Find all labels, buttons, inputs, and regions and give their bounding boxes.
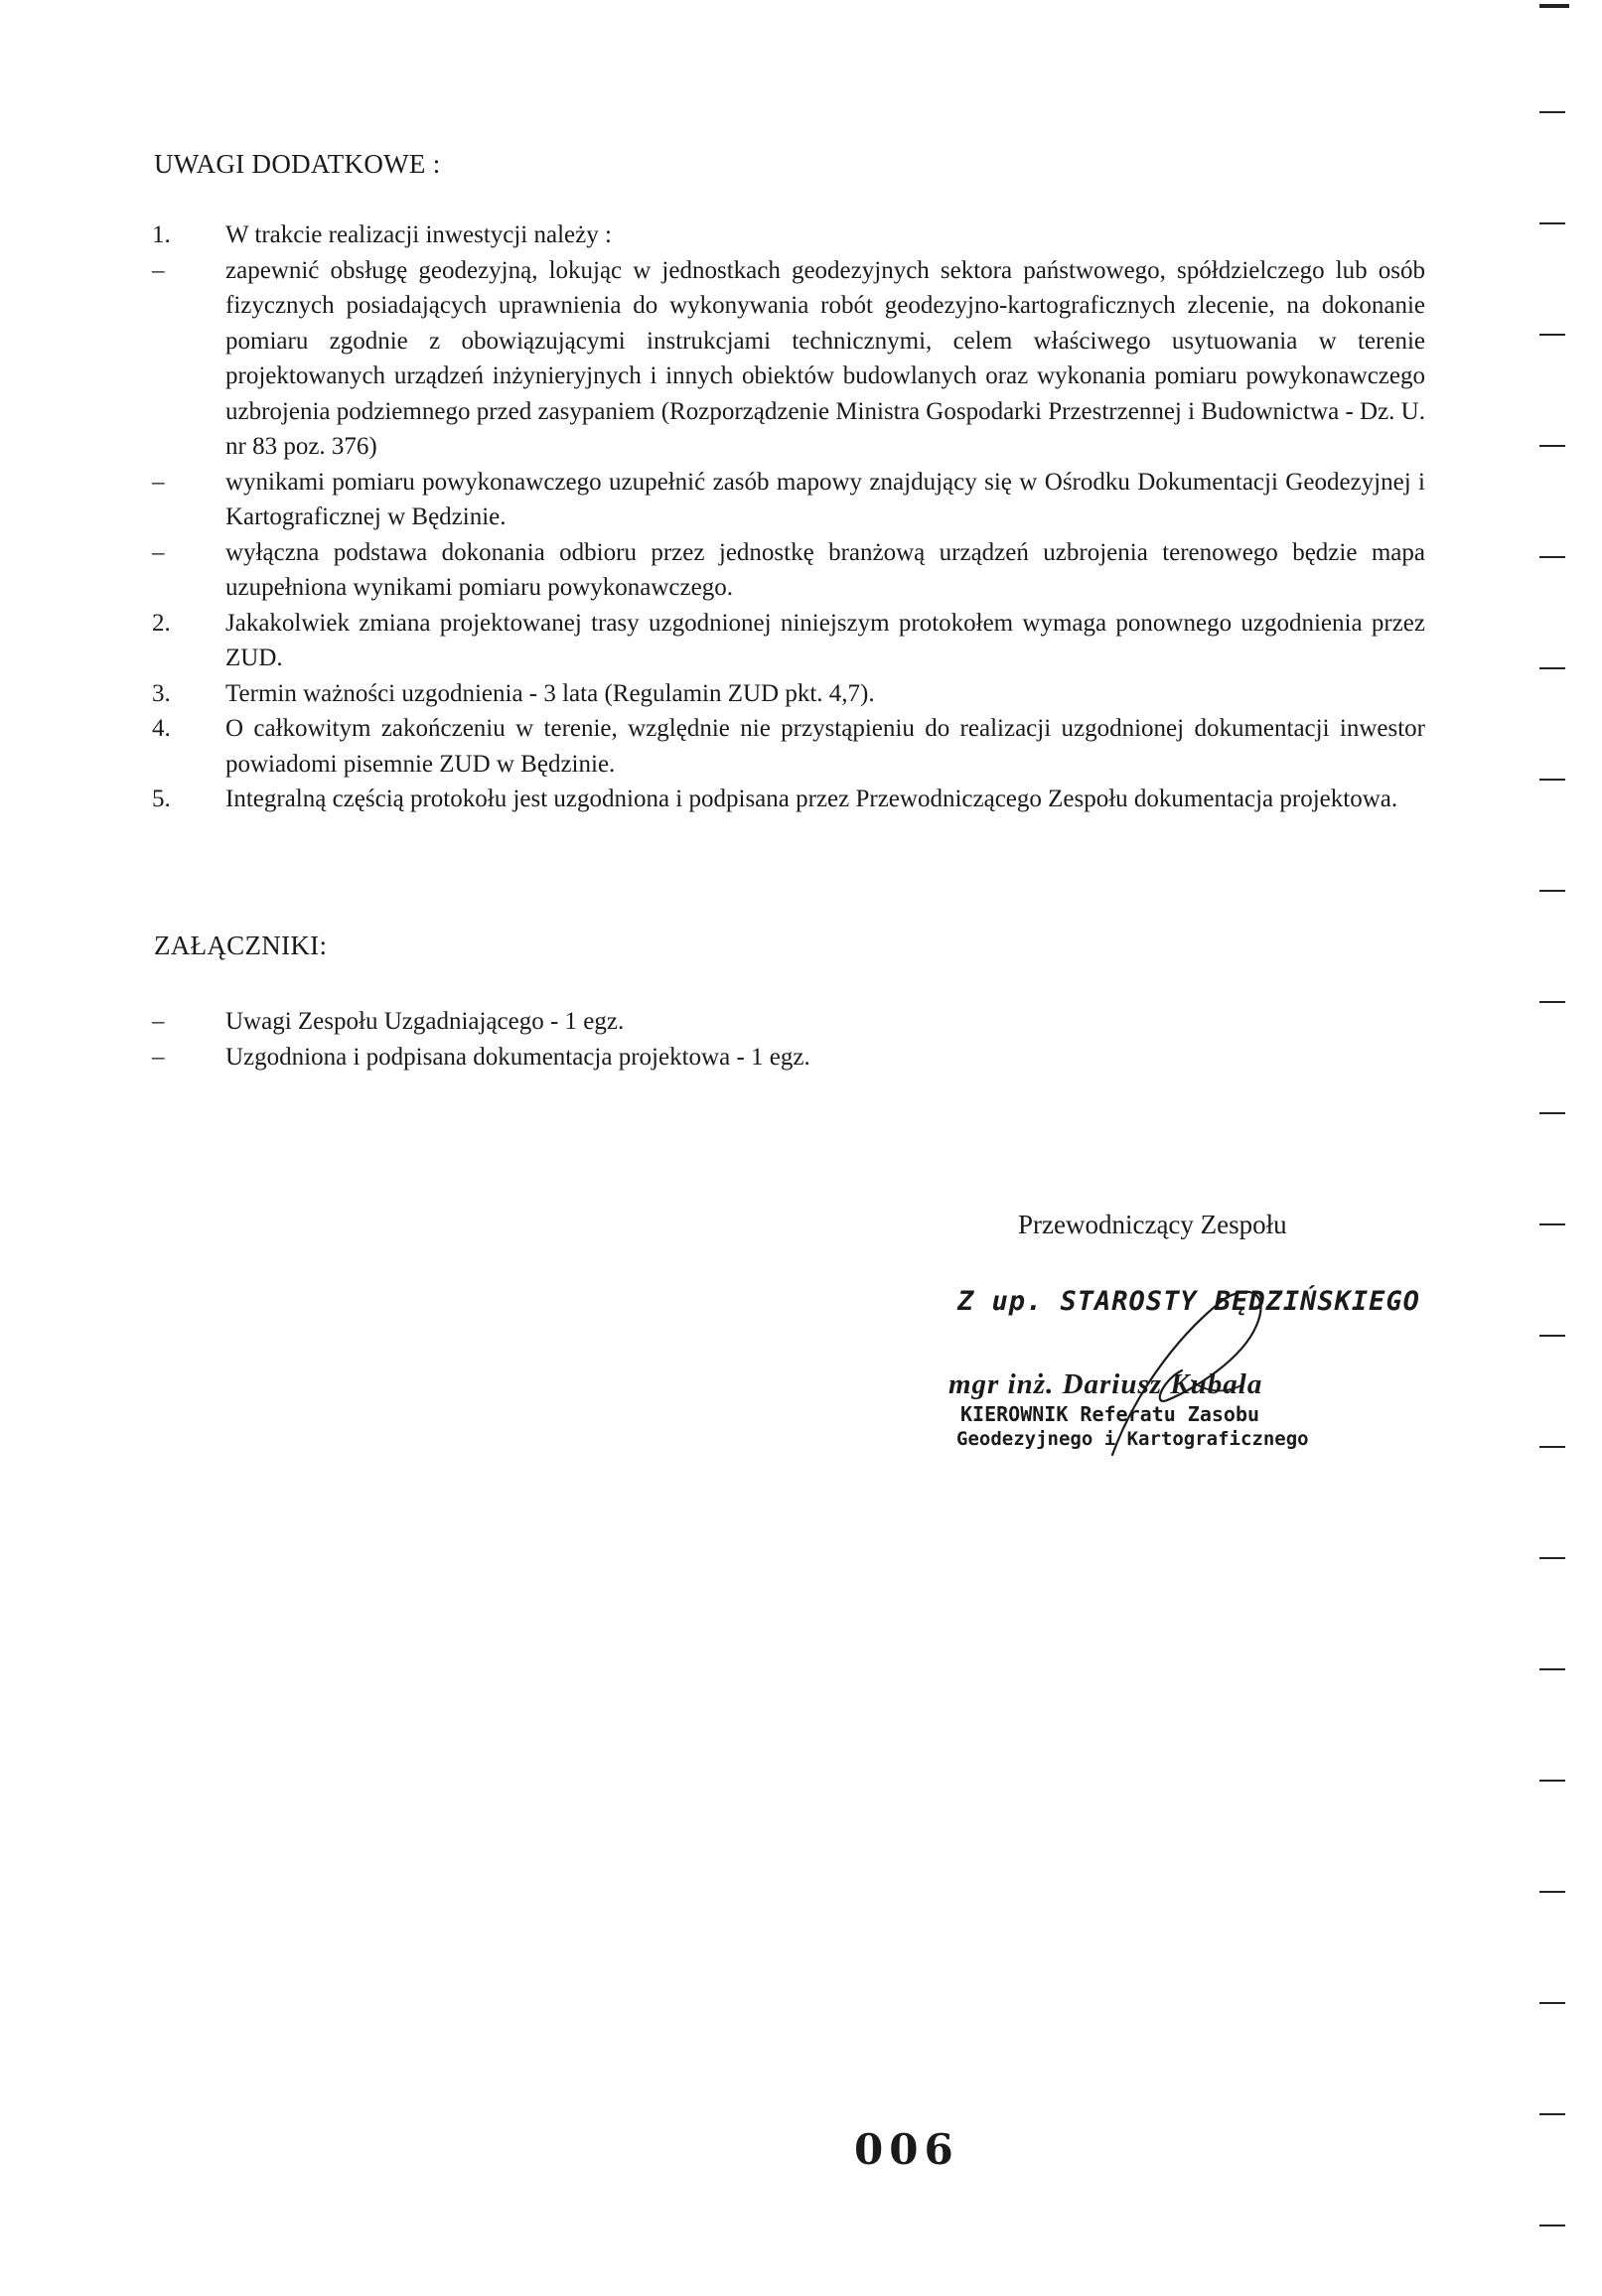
edge-mark	[1539, 4, 1569, 8]
list-item-text: W trakcie realizacji inwestycji należy :	[225, 221, 612, 248]
list-marker: 5.	[152, 786, 171, 812]
list-item	[149, 535, 1425, 606]
edge-mark	[1539, 779, 1565, 781]
list-item-text: O całkowitym zakończeniu w terenie, względnie nie przystąpieniu do realizacji uzgodnionej dokumentacji inwestor powiadomi pisemnie ZUD w Będzinie.	[225, 715, 1425, 778]
chair-title: Przewodniczący Zespołu	[1018, 1210, 1287, 1239]
heading-zalaczniki: ZAŁĄCZNIKI:	[154, 931, 328, 960]
list-marker: –	[152, 256, 165, 284]
zalaczniki-list	[149, 1004, 1425, 1075]
list-item	[149, 782, 1425, 817]
edge-mark	[1539, 2113, 1565, 2115]
list-item	[149, 711, 1425, 782]
edge-mark	[1539, 111, 1565, 113]
list-item-text: zapewnić obsługę geodezyjną, lokując w jednostkach geodezyjnych sektora państwowego, spółdzielczego lub osób fizycznych posiadających uprawnienia do wykonywania robót geodezyjno-kartograficznych zlecenie, na dokonanie pomiaru zgodnie z obowiązującymi instrukcjami technicznymi, celem właściwego usytuowania w terenie projektowanych urządzeń inżynieryjnych i innych obiektów budowlanych oraz wykonania pomiaru powykonawczego uzbrojenia podziemnego przed zasypaniem (Rozporządzenie Ministra Gospodarki Przestrzennej i Budownictwa - Dz. U. nr 83 poz. 376)	[225, 256, 1425, 460]
list-item-text: Jakakolwiek zmiana projektowanej trasy uzgodnionej niniejszym protokołem wymaga ponownego uzgodnienia przez ZUD.	[225, 609, 1425, 671]
list-item	[149, 606, 1425, 676]
list-item	[149, 465, 1425, 535]
edge-mark	[1539, 1891, 1565, 1893]
list-item-text: wynikami pomiaru powykonawczego uzupełnić zasób mapowy znajdujący się w Ośrodku Dokumentacji Geodezyjnej i Kartograficznej w Będzinie.	[225, 468, 1425, 530]
list-item-text: Termin ważności uzgodnienia - 3 lata (Regulamin ZUD pkt. 4,7).	[225, 679, 875, 707]
edge-mark	[1539, 222, 1565, 224]
edge-mark	[1539, 1446, 1565, 1448]
stamp-position: KIEROWNIK Referatu Zasobu	[960, 1402, 1260, 1426]
edge-mark	[1539, 667, 1565, 669]
list-item	[149, 676, 1425, 712]
list-item-text: Uzgodniona i podpisana dokumentacja projektowa - 1 egz.	[225, 1043, 810, 1071]
list-item	[149, 1004, 1425, 1040]
edge-mark	[1539, 1668, 1565, 1670]
edge-mark	[1539, 2002, 1565, 2004]
stamp-signatory-name: mgr inż. Dariusz Kubala	[948, 1368, 1263, 1400]
list-item-text: wyłączna podstawa dokonania odbioru przez jednostkę branżową urządzeń uzbrojenia terenowego będzie mapa uzupełniona wynikami pomiaru powykonawczego.	[225, 538, 1425, 601]
list-item-text: Integralną częścią protokołu jest uzgodniona i podpisana przez Przewodniczącego Zespołu dokumentacja projektowa.	[225, 786, 1398, 812]
list-marker: –	[152, 1043, 165, 1071]
list-marker: 1.	[152, 221, 171, 248]
list-marker: 4.	[152, 715, 171, 742]
list-marker: 3.	[152, 679, 171, 707]
list-marker: –	[152, 1008, 165, 1035]
edge-mark	[1539, 334, 1565, 336]
edge-mark	[1539, 1780, 1565, 1782]
uwagi-list	[149, 217, 1425, 817]
edge-mark	[1539, 556, 1565, 558]
list-item-text: Uwagi Zespołu Uzgadniającego - 1 egz.	[225, 1008, 625, 1035]
stamp-authority: Z up. STAROSTY BĘDZIŃSKIEGO	[957, 1286, 1420, 1317]
edge-mark	[1539, 445, 1565, 447]
scan-edge-marks	[1539, 0, 1579, 2296]
edge-mark	[1539, 2224, 1565, 2226]
stamp-department: Geodezyjnego i Kartograficznego	[956, 1428, 1309, 1450]
list-marker: –	[152, 538, 165, 566]
list-item	[149, 253, 1425, 465]
list-marker: 2.	[152, 609, 171, 637]
edge-mark	[1539, 1223, 1565, 1225]
edge-mark	[1539, 1335, 1565, 1337]
edge-mark	[1539, 1112, 1565, 1114]
handwritten-signature	[1073, 1281, 1301, 1460]
page-number: 006	[854, 2125, 959, 2174]
list-item	[149, 217, 1425, 253]
list-item	[149, 1040, 1425, 1076]
edge-mark	[1539, 1001, 1565, 1003]
list-marker: –	[152, 468, 165, 496]
heading-uwagi-dodatkowe: UWAGI DODATKOWE :	[154, 149, 441, 179]
edge-mark	[1539, 890, 1565, 892]
edge-mark	[1539, 1557, 1565, 1559]
